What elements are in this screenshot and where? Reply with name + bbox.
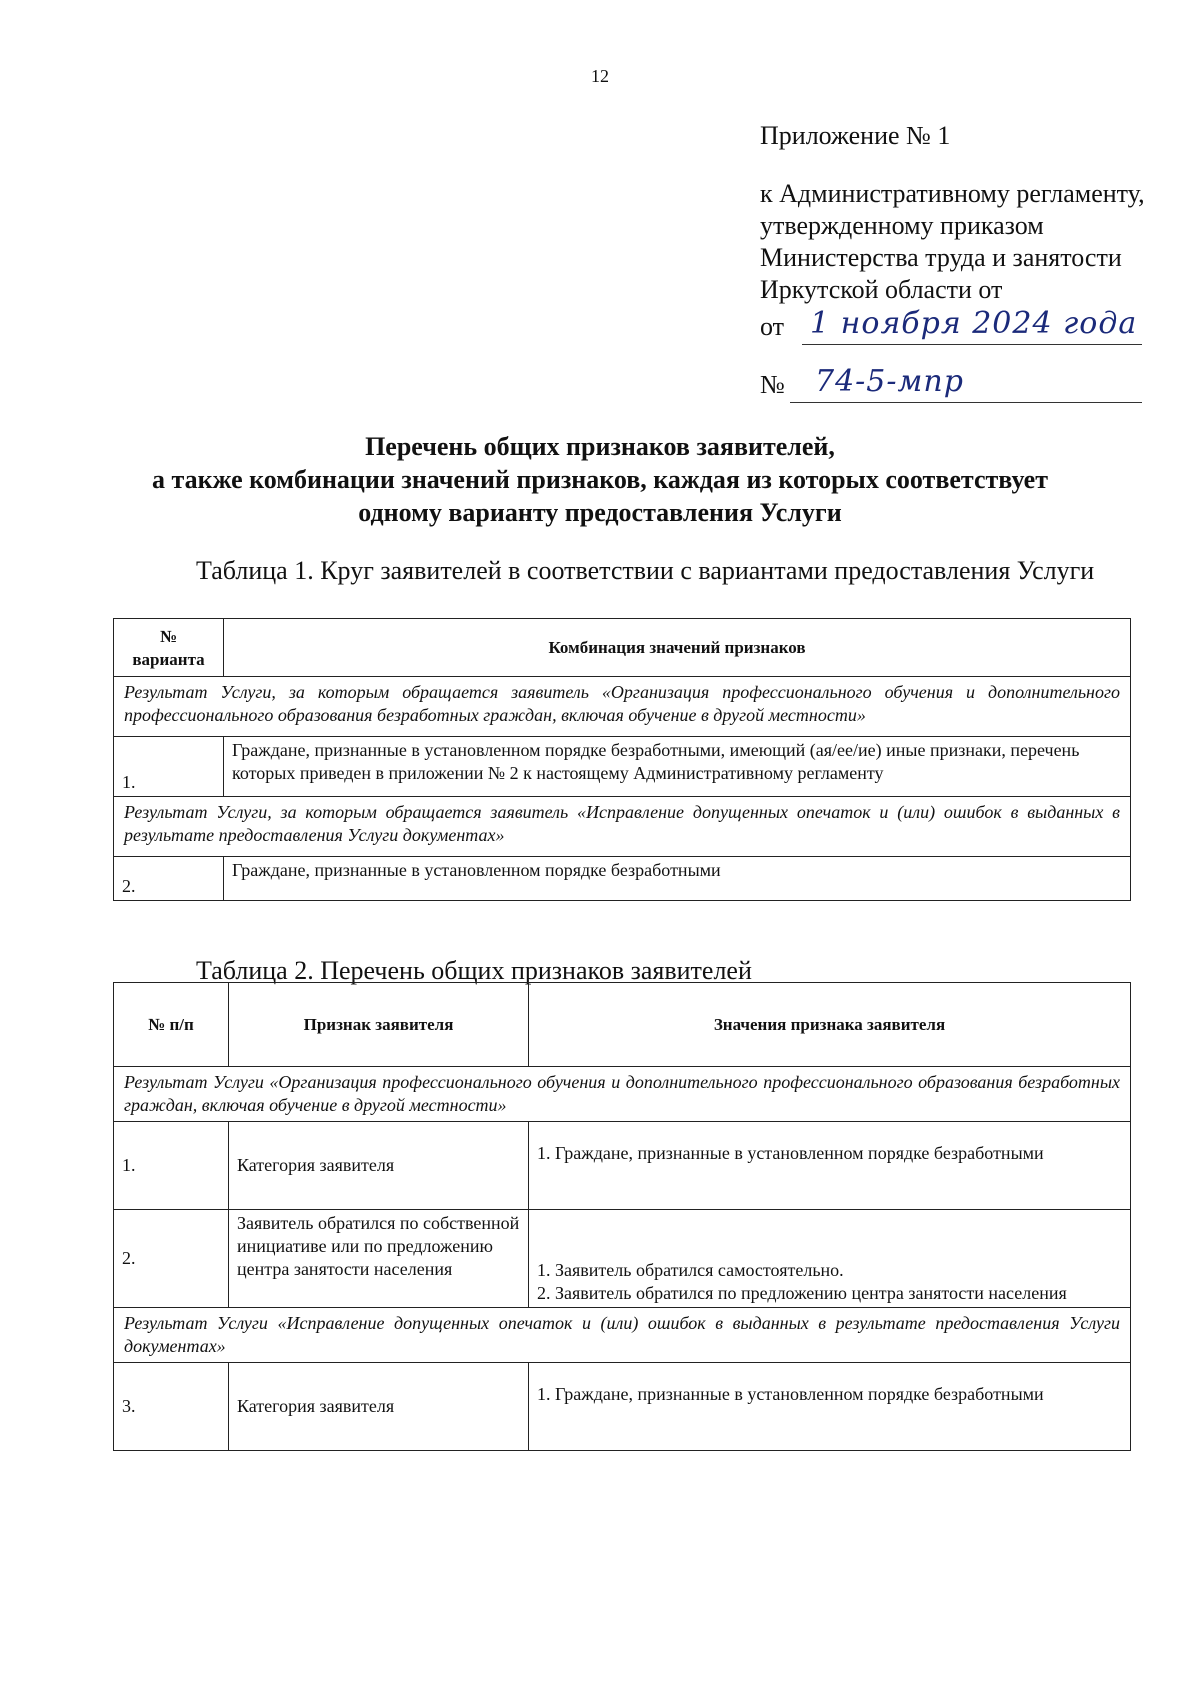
row-values [529, 1210, 1131, 1308]
section-row [114, 1067, 1131, 1122]
date-prefix: от [760, 312, 785, 341]
row-sign: Категория заявителя [229, 1363, 529, 1451]
document-heading [80, 430, 1120, 529]
table-row [114, 1122, 1131, 1210]
row-number: 1. [114, 737, 224, 797]
handwritten-number: 74-5-мпр [815, 364, 964, 399]
row-number: 3. [114, 1363, 229, 1451]
section-text: Результат Услуги, за которым обращается заявитель «Организация профессионального обучения и дополнительного профессионального образования безработных граждан, включая обучение в другой местности» [114, 677, 1131, 737]
header-variant: № варианта [114, 619, 224, 677]
row-value: 1. Граждане, признанные в установленном порядке безработными [529, 1122, 1131, 1210]
table1-caption: Таблица 1. Круг заявителей в соответствии с вариантами предоставления Услуги [196, 556, 1095, 585]
row-value: 1. Граждане, признанные в установленном порядке безработными [529, 1363, 1131, 1451]
table-row [114, 857, 1131, 901]
header-num: № п/п [114, 983, 229, 1067]
table-row [114, 737, 1131, 797]
row-number: 1. [114, 1122, 229, 1210]
section-row [114, 1308, 1131, 1363]
table-header-row [114, 983, 1131, 1067]
section-row [114, 677, 1131, 737]
table2-caption: Таблица 2. Перечень общих признаков заявителей [196, 956, 752, 985]
heading-line-3: одному варианту предоставления Услуги [358, 498, 842, 527]
heading-line-2: а также комбинации значений признаков, каждая из которых соответствует [152, 465, 1048, 494]
section-row [114, 797, 1131, 857]
row-sign: Заявитель обратился по собственной инициативе или по предложению центра занятости населения [229, 1210, 529, 1308]
table-header-row [114, 619, 1131, 677]
page-number: 12 [591, 66, 609, 86]
table-row [114, 1210, 1131, 1308]
order-number-row [760, 364, 1160, 410]
header-sign: Признак заявителя [229, 983, 529, 1067]
appendix-basis: к Административному регламенту, утвержденному приказом Министерства труда и занятости Иркутской области от [760, 179, 1145, 304]
section-text: Результат Услуги «Исправление допущенных опечаток и (или) ошибок в выданных в результате предоставления Услуги документах» [114, 1308, 1131, 1363]
row-value: 1. Заявитель обратился самостоятельно. [537, 1260, 844, 1280]
appendix-title: Приложение № 1 [760, 121, 951, 150]
row-number: 2. [114, 1210, 229, 1308]
table-row [114, 1363, 1131, 1451]
table-applicant-signs [113, 982, 1131, 1451]
row-text: Граждане, признанные в установленном порядке безработными, имеющий (ая/ее/ие) иные признаки, перечень которых приведен в приложении № 2 к настоящему Административному регламенту [224, 737, 1131, 797]
header-values: Значения признака заявителя [529, 983, 1131, 1067]
section-text: Результат Услуги, за которым обращается заявитель «Исправление допущенных опечаток и (или) ошибок в выданных в результате предоставления Услуги документах» [114, 797, 1131, 857]
row-value: 2. Заявитель обратился по предложению центра занятости населения [537, 1283, 1067, 1303]
order-date-row [760, 306, 1160, 352]
number-prefix: № [760, 370, 785, 399]
row-text: Граждане, признанные в установленном порядке безработными [224, 857, 1131, 901]
header-combination: Комбинация значений признаков [224, 619, 1131, 677]
row-sign: Категория заявителя [229, 1122, 529, 1210]
section-text: Результат Услуги «Организация профессионального обучения и дополнительного профессионального образования безработных граждан, включая обучение в другой местности» [114, 1067, 1131, 1122]
table-applicants-variants [113, 618, 1131, 901]
heading-line-1: Перечень общих признаков заявителей, [365, 432, 835, 461]
handwritten-date: 1 ноября 2024 года [810, 306, 1138, 341]
appendix-block [760, 120, 1160, 306]
row-number: 2. [114, 857, 224, 901]
